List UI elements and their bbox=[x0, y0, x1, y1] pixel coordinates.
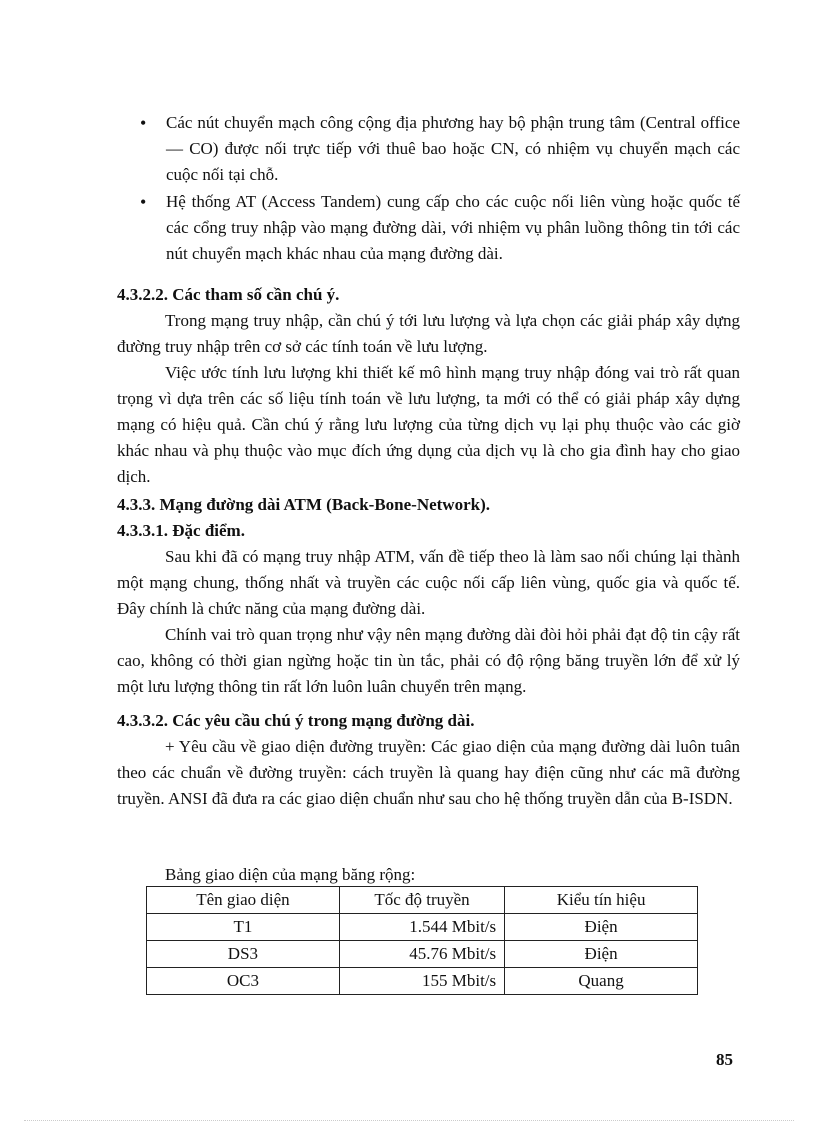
column-header: Tốc độ truyền bbox=[339, 887, 504, 914]
table-cell: T1 bbox=[147, 914, 340, 941]
list-item bbox=[140, 110, 740, 188]
section-backbone bbox=[117, 492, 740, 700]
table-cell: 45.76 Mbit/s bbox=[339, 941, 504, 968]
table-cell: Điện bbox=[505, 941, 698, 968]
interface-table bbox=[146, 886, 698, 995]
table-header-row bbox=[147, 887, 698, 914]
bullet-text: Các nút chuyển mạch công cộng địa phương hay bộ phận trung tâm (Central office — CO) được nối trực tiếp với thuê bao hoặc CN, có nhiệm vụ chuyển mạch các cuộc nối tại chỗ. bbox=[166, 113, 740, 184]
bullet-list bbox=[140, 110, 740, 268]
table-row bbox=[147, 914, 698, 941]
paragraph: Chính vai trò quan trọng như vậy nên mạng đường dài đòi hỏi phải đạt độ tin cậy rất cao, không có thời gian ngừng hoặc tin ùn tắc, phải có độ rộng băng truyền lớn để xử lý một lưu lượng thông tin rất lớn luôn luân chuyển trên mạng. bbox=[117, 625, 740, 696]
table-cell: Quang bbox=[505, 968, 698, 995]
paragraph: + Yêu cầu về giao diện đường truyền: Các giao diện của mạng đường dài luôn tuân theo các chuẩn về đường truyền: cách truyền là quang hay điện cũng như các mã đường truyền. ANSI đã đưa ra các giao diện chuẩn như sau cho hệ thống truyền dẫn của B-ISDN. bbox=[117, 737, 740, 808]
section-heading: 4.3.3.2. Các yêu cầu chú ý trong mạng đường dài. bbox=[117, 711, 475, 730]
paragraph: Sau khi đã có mạng truy nhập ATM, vấn đề tiếp theo là làm sao nối chúng lại thành một mạng chung, thống nhất và truyền các cuộc nối cấp liên vùng, quốc gia và quốc tế. Đây chính là chức năng của mạng đường dài. bbox=[117, 547, 740, 618]
subsection-heading: 4.3.3.1. Đặc điểm. bbox=[117, 521, 245, 540]
column-header: Kiểu tín hiệu bbox=[505, 887, 698, 914]
section-parameters bbox=[117, 282, 740, 490]
table-cell: 1.544 Mbit/s bbox=[339, 914, 504, 941]
table-cell: Điện bbox=[505, 914, 698, 941]
table-cell: OC3 bbox=[147, 968, 340, 995]
table-caption: Bảng giao diện của mạng băng rộng: bbox=[165, 865, 416, 884]
page-number: 85 bbox=[716, 1050, 733, 1069]
table-cell: 155 Mbit/s bbox=[339, 968, 504, 995]
column-header: Tên giao diện bbox=[147, 887, 340, 914]
paragraph: Trong mạng truy nhập, cần chú ý tới lưu lượng và lựa chọn các giải pháp xây dựng đường truy nhập trên cơ sở các tính toán về lưu lượng. bbox=[117, 311, 740, 356]
section-requirements bbox=[117, 708, 740, 812]
footer-divider bbox=[24, 1120, 794, 1121]
table-row bbox=[147, 941, 698, 968]
section-heading: 4.3.2.2. Các tham số cần chú ý. bbox=[117, 285, 340, 304]
table-cell: DS3 bbox=[147, 941, 340, 968]
paragraph: Việc ước tính lưu lượng khi thiết kế mô hình mạng truy nhập đóng vai trò rất quan trọng vì dựa trên các số liệu tính toán về lưu lượng, ta mới có thể có giải pháp xây dựng mạng có hiệu quả. Cần chú ý rằng lưu lượng của từng dịch vụ lại phụ thuộc vào các giờ khác nhau và phụ thuộc vào mục đích ứng dụng của dịch vụ là cho gia đình hay cho giao dịch. bbox=[117, 363, 740, 486]
bullet-icon: • bbox=[140, 113, 147, 133]
bullet-text: Hệ thống AT (Access Tandem) cung cấp cho các cuộc nối liên vùng hoặc quốc tế các cổng truy nhập vào mạng đường dài, với nhiệm vụ phân luồng thông tin tới các nút chuyển mạch khác nhau của mạng đường dài. bbox=[166, 192, 740, 263]
list-item bbox=[140, 189, 740, 267]
section-heading: 4.3.3. Mạng đường dài ATM (Back-Bone-Network). bbox=[117, 495, 490, 514]
table-row bbox=[147, 968, 698, 995]
bullet-icon: • bbox=[140, 192, 147, 212]
